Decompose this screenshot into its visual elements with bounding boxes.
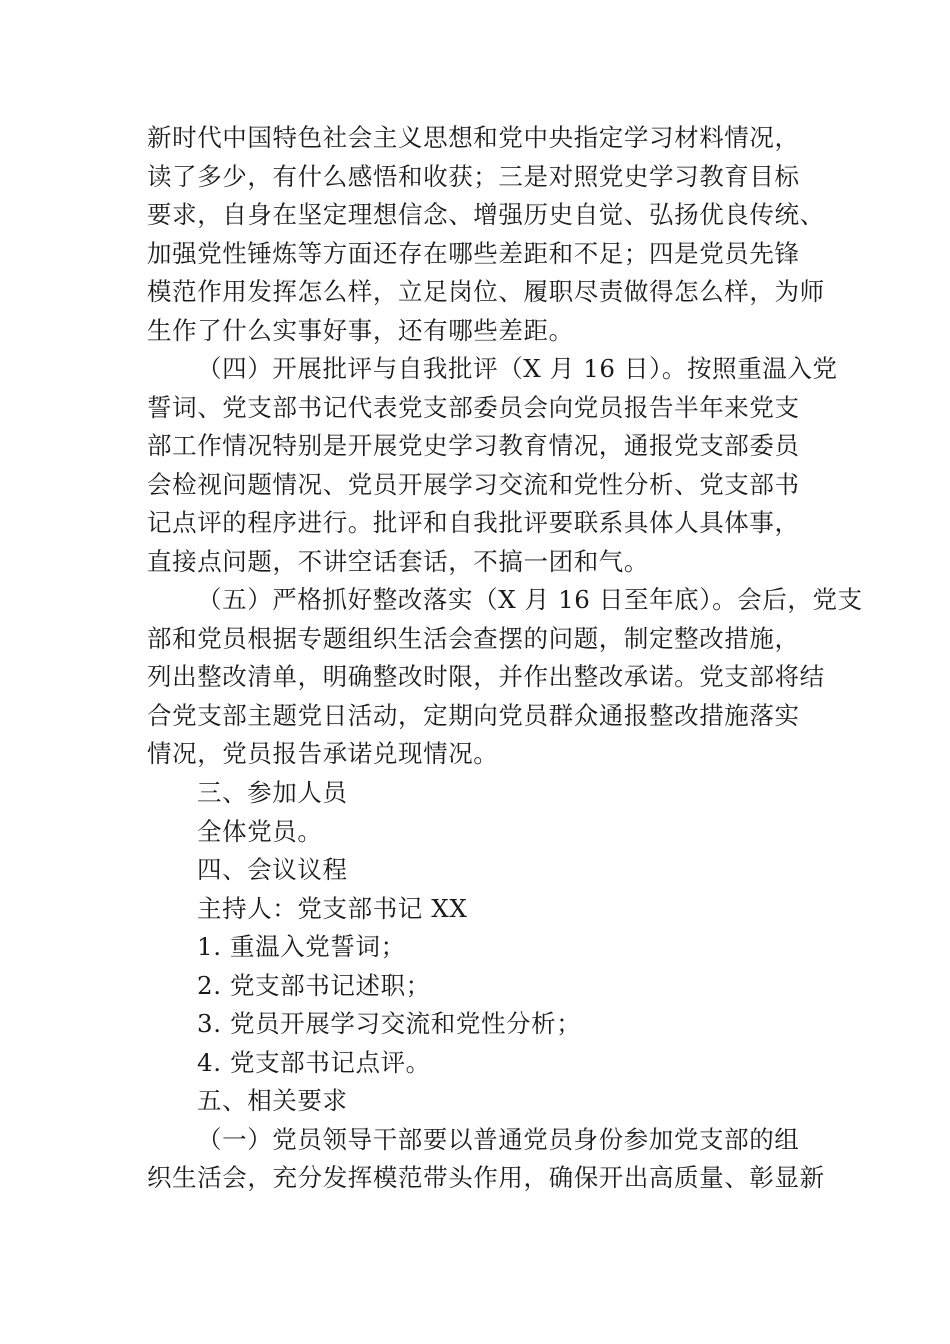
participants-text: 全体党员。	[197, 816, 323, 846]
text-line: 情况，党员报告承诺兑现情况。	[147, 739, 499, 768]
section-heading-participants: 三、参加人员	[197, 778, 348, 807]
paragraph-criticism	[147, 350, 838, 581]
text-line: 读了多少，有什么感悟和收获；三是对照党史学习教育目标	[147, 161, 800, 191]
section-heading-requirements: 五、相关要求	[197, 1086, 348, 1115]
text-line: 直接点问题，不讲空话套话，不搞一团和气。	[147, 546, 649, 576]
text-line: （五）严格抓好整改落实（X 月 16 日至年底）。会后，党支	[197, 585, 863, 614]
host-text: 主持人：党支部书记 XX	[197, 893, 468, 923]
agenda-item: 3. 党员开展学习交流和党性分析；	[197, 1009, 582, 1038]
text-line: 要求，自身在坚定理想信念、增强历史自觉、弘扬优良传统、	[147, 200, 825, 229]
agenda-item: 4. 党支部书记点评。	[197, 1047, 431, 1077]
agenda-item: 1. 重温入党誓词；	[197, 932, 406, 961]
agenda-item: 2. 党支部书记述职；	[197, 970, 431, 1000]
text-line: （一）党员领导干部要以普通党员身份参加党支部的组	[197, 1124, 800, 1154]
text-line: 部工作情况特别是开展党史学习教育情况，通报党支部委员	[147, 431, 800, 460]
text-line: 部和党员根据专题组织生活会查摆的问题，制定整改措施，	[147, 623, 800, 653]
text-line: 合党支部主题党日活动，定期向党员群众通报整改措施落实	[147, 700, 800, 730]
paragraph-study-review	[147, 119, 825, 350]
text-line: 生作了什么实事好事，还有哪些差距。	[147, 315, 574, 345]
text-line: （四）开展批评与自我批评（X 月 16 日）。按照重温入党	[197, 354, 838, 383]
text-line: 会检视问题情况、党员开展学习交流和党性分析、党支部书	[147, 469, 800, 499]
text-line: 列出整改清单，明确整改时限，并作出整改承诺。党支部将结	[147, 662, 825, 691]
text-line: 模范作用发挥怎么样，立足岗位、履职尽责做得怎么样，为师	[147, 277, 825, 306]
text-line: 新时代中国特色社会主义思想和党中央指定学习材料情况，	[147, 123, 800, 152]
text-line: 誓词、党支部书记代表党支部委员会向党员报告半年来党支	[147, 392, 800, 422]
section-heading-agenda: 四、会议议程	[197, 855, 348, 884]
paragraph-rectification	[147, 581, 863, 774]
text-line: 织生活会，充分发挥模范带头作用，确保开出高质量、彰显新	[147, 1163, 825, 1192]
text-line: 记点评的程序进行。批评和自我批评要联系具体人具体事，	[147, 508, 800, 537]
sections-block	[147, 774, 825, 1198]
text-line: 加强党性锤炼等方面还存在哪些差距和不足；四是党员先锋	[147, 238, 800, 268]
